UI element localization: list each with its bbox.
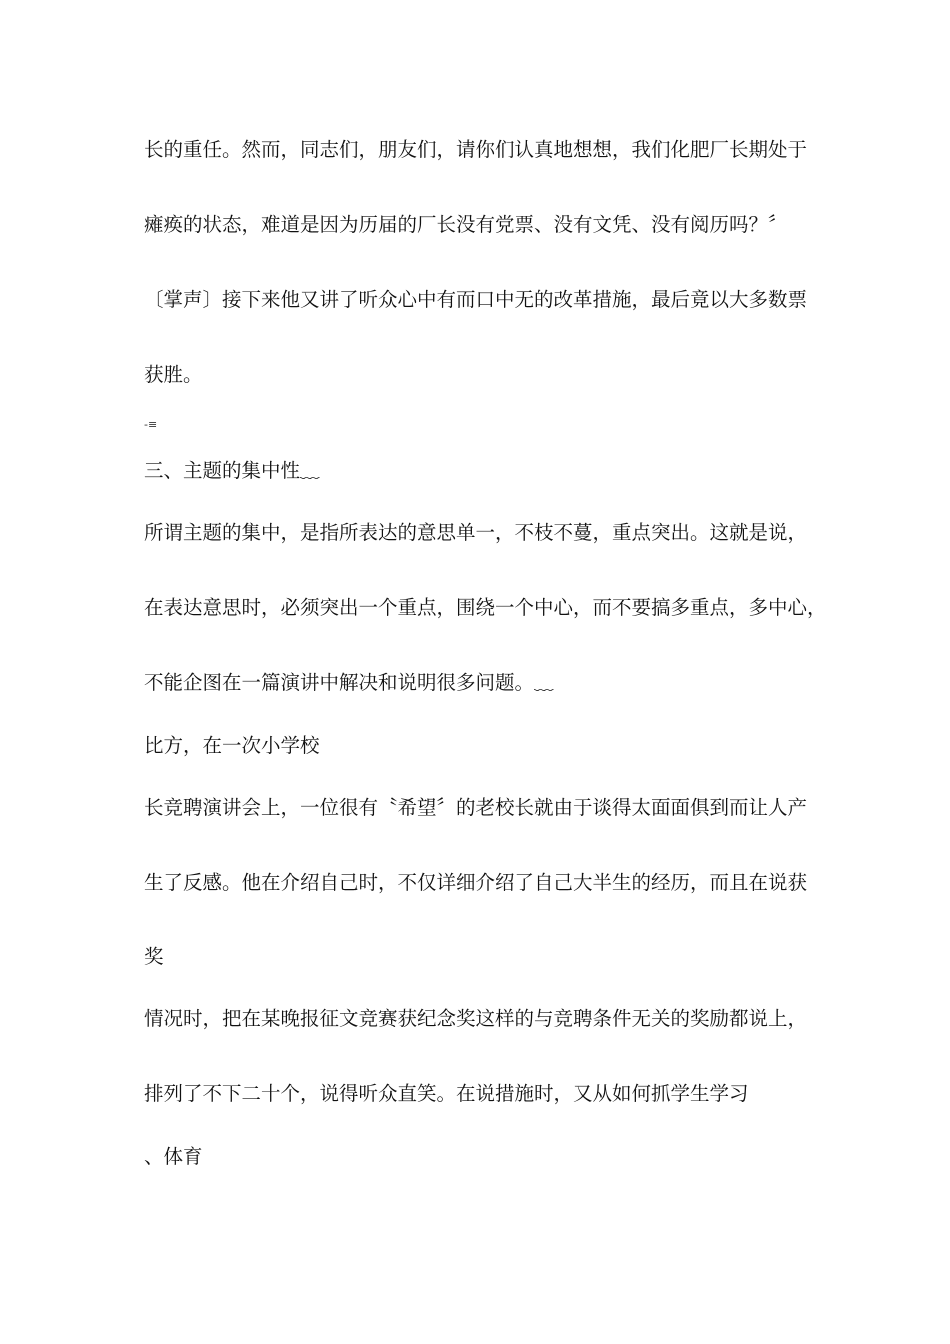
small-mark: -≡ <box>144 418 158 431</box>
text-line-8: 不能企图在一篇演讲中解决和说明很多问题。﹏ <box>144 671 554 694</box>
text-line-14: 排列了不下二十个，说得听众直笑。在说措施时，又从如何抓学生学习 <box>144 1082 749 1105</box>
text-line-1: 长的重任。然而，同志们，朋友们，请你们认真地想想，我们化肥厂长期处于 <box>144 138 808 161</box>
text-line-2: 瘫痪的状态，难道是因为历届的厂长没有党票、没有文凭、没有阅历吗？〞 <box>144 213 788 236</box>
text-line-10: 长竞聘演讲会上，一位很有〝希望〞的老校长就由于谈得太面面俱到而让人产 <box>144 796 808 819</box>
text-line-15: 、体育 <box>144 1145 203 1168</box>
text-line-7: 在表达意思时，必须突出一个重点，围绕一个中心，而不要搞多重点，多中心， <box>144 596 827 619</box>
section-heading: 三、主题的集中性﹏ <box>144 459 320 482</box>
text-line-3: 〔掌声〕接下来他又讲了听众心中有而口中无的改革措施，最后竟以大多数票 <box>144 288 808 311</box>
text-line-4: 获胜。 <box>144 363 203 386</box>
text-line-6: 所谓主题的集中，是指所表达的意思单一，不枝不蔓，重点突出。这就是说， <box>144 521 808 544</box>
text-line-9: 比方，在一次小学校 <box>144 734 320 757</box>
text-line-11: 生了反感。他在介绍自己时，不仅详细介绍了自己大半生的经历，而且在说获 <box>144 871 808 894</box>
text-line-12: 奖 <box>144 945 164 968</box>
text-line-13: 情况时，把在某晚报征文竞赛获纪念奖这样的与竞聘条件无关的奖励都说上， <box>144 1007 808 1030</box>
